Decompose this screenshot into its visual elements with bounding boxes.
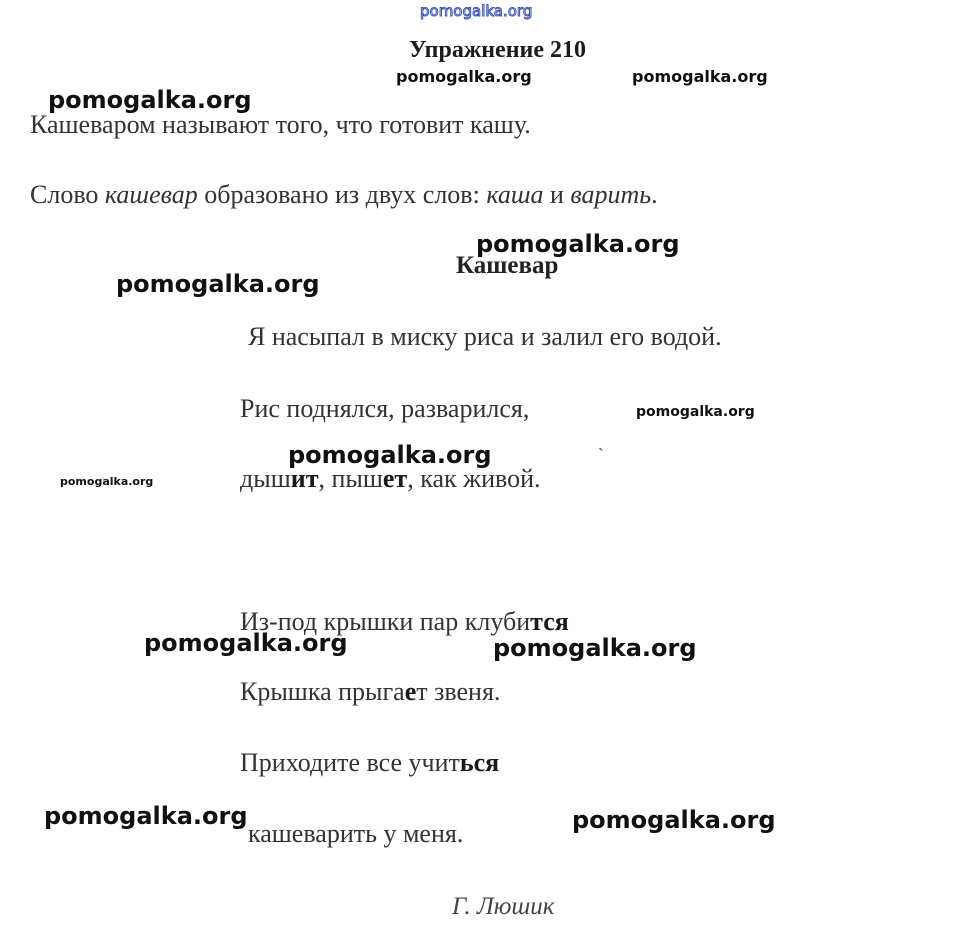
word-formation-sentence: Слово кашевар образовано из двух слов: каша и варить. [30, 180, 658, 209]
poem-line-1: Я насыпал в миску риса и залил его водой. [248, 322, 722, 351]
poem-line-2: Рис поднялся, разварился, [240, 394, 530, 423]
exercise-title: Упражнение 210 [409, 37, 587, 63]
watermark: pomogalka.org [636, 404, 755, 420]
watermark: pomogalka.org [632, 67, 768, 86]
poem-line-5: Крышка прыгает звеня. [240, 677, 501, 706]
watermark: pomogalka.org [44, 802, 248, 830]
watermark-top: pomogalka.org [420, 2, 533, 20]
poem-line-7: кашеварить у меня. [248, 819, 464, 848]
watermark: pomogalka.org [396, 67, 532, 86]
watermark: pomogalka.org [60, 475, 154, 488]
watermark: pomogalka.org [476, 230, 680, 258]
watermark: pomogalka.org [288, 441, 492, 469]
intro-sentence: Кашеваром называют того, что готовит кашу. [30, 110, 531, 139]
stray-mark: ` [598, 445, 604, 465]
watermark: pomogalka.org [572, 806, 776, 834]
poem-line-4: Из-под крышки пар клубится [240, 607, 569, 636]
poem-line-6: Приходите все учиться [240, 748, 500, 777]
poem-author: Г. Люшик [452, 893, 555, 920]
watermark: pomogalka.org [493, 634, 697, 662]
watermark: pomogalka.org [116, 270, 320, 298]
poem-line-3: дышит, пышет, как живой. [240, 464, 541, 493]
word-kasha: каша [486, 180, 544, 209]
poem-title: Кашевар [456, 252, 559, 279]
watermark: pomogalka.org [48, 86, 252, 114]
word-varit: варить [570, 180, 652, 209]
watermark: pomogalka.org [144, 629, 348, 657]
word-kashevar: кашевар [104, 180, 198, 209]
